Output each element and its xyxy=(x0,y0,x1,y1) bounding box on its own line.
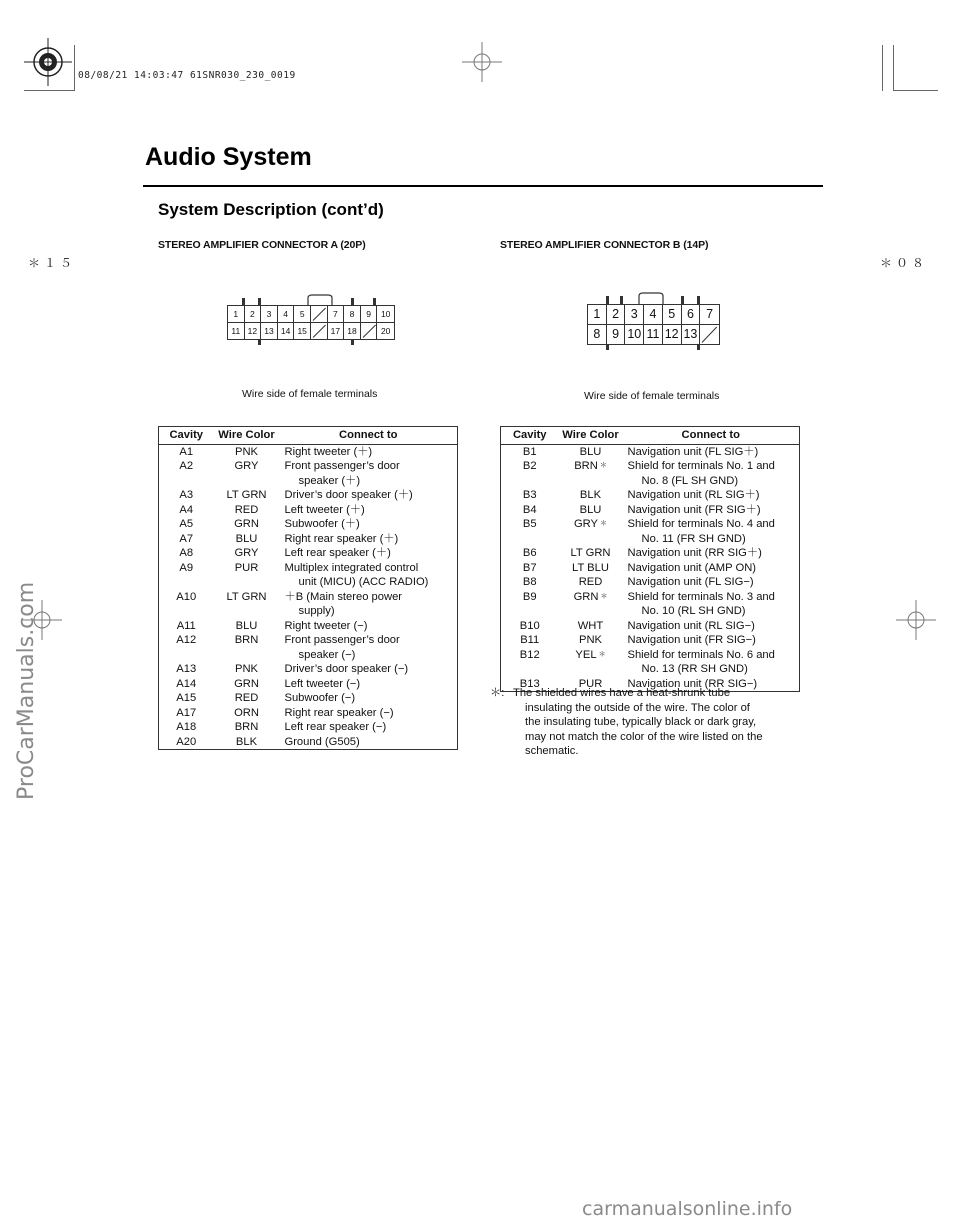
cavity-cell: B8 xyxy=(522,576,537,588)
connector-latch xyxy=(681,296,684,304)
table-row xyxy=(501,575,800,590)
connect-to-line: Left rear speaker (＋) xyxy=(284,547,391,559)
connector-b-terminal: 7 xyxy=(700,305,719,325)
connect-to-line: Navigation unit (AMP ON) xyxy=(627,561,756,574)
connect-to-cell xyxy=(623,546,800,561)
title-divider xyxy=(143,185,823,187)
wire-color-cell: BLU xyxy=(235,619,258,632)
cavity-cell: A17 xyxy=(176,706,197,719)
cavity-cell: A11 xyxy=(176,619,196,632)
wire-color-cell: BRN xyxy=(234,721,259,733)
connect-to-cell xyxy=(280,561,458,590)
table-row xyxy=(501,503,800,518)
connector-b-terminal: 13 xyxy=(682,325,701,345)
connector-a-terminal: 8 xyxy=(344,306,361,323)
connector-latch xyxy=(620,296,623,304)
watermark: ProCarManuals.com xyxy=(14,581,39,800)
footnote xyxy=(490,686,810,759)
cavity-cell: B6 xyxy=(522,547,537,559)
wire-color-cell: BLU xyxy=(579,503,602,516)
connector-b-terminal: 5 xyxy=(663,305,682,325)
cavity-cell: A18 xyxy=(176,721,197,733)
connect-to-line: Right tweeter (−) xyxy=(284,619,368,632)
wire-color-cell: PNK xyxy=(234,445,258,458)
table-row xyxy=(159,662,458,677)
connect-to-header: Connect to xyxy=(623,427,800,445)
connect-to-line: Navigation unit (FL SIG＋) xyxy=(627,445,759,458)
table-row xyxy=(159,706,458,721)
connector-a-terminal: 14 xyxy=(278,323,295,340)
connect-to-cell xyxy=(280,706,458,721)
connect-to-line: Multiplex integrated control xyxy=(284,561,419,574)
registration-crosshair-icon xyxy=(462,42,502,82)
wire-color-cell: BLK xyxy=(235,735,258,748)
wire-color-cell: GRY xyxy=(234,460,259,472)
connect-to-line: Right rear speaker (＋) xyxy=(284,532,399,545)
connect-to-cell xyxy=(280,735,458,750)
cavity-header: Cavity xyxy=(159,427,214,445)
wire-color-cell: GRY xyxy=(234,547,259,559)
cavity-cell: A12 xyxy=(176,634,197,646)
empty-cavity-icon xyxy=(700,325,719,345)
page-subtitle: System Description (cont’d) xyxy=(158,200,384,219)
connector-b-terminal: 2 xyxy=(607,305,626,325)
cavity-cell: A3 xyxy=(179,489,194,501)
table-row xyxy=(159,532,458,547)
connect-to-line: Navigation unit (FR SIG−) xyxy=(627,634,756,646)
table-row xyxy=(501,459,800,488)
table-row xyxy=(501,444,800,459)
connect-to-cell xyxy=(623,619,800,634)
wire-color-cell: PUR xyxy=(578,677,603,690)
cavity-cell: A20 xyxy=(176,735,197,748)
wire-color-cell: PNK xyxy=(234,663,258,675)
connect-to-line: No. 10 (RL SH GND) xyxy=(641,605,746,617)
connect-to-line: Ground (G505) xyxy=(284,735,360,748)
connect-to-cell xyxy=(280,633,458,662)
table-row xyxy=(159,720,458,735)
connector-a-terminal: 15 xyxy=(294,323,311,340)
cavity-cell: B4 xyxy=(522,503,537,516)
connect-to-cell xyxy=(623,503,800,518)
cavity-cell: A13 xyxy=(176,663,197,675)
table-row xyxy=(159,633,458,662)
connect-to-line: Right tweeter (＋) xyxy=(284,445,373,458)
connector-a-title: STEREO AMPLIFIER CONNECTOR A (20P) xyxy=(158,239,366,251)
footnote-line: schematic. xyxy=(525,745,579,757)
connect-to-line: No. 11 (FR SH GND) xyxy=(641,532,746,545)
connector-a-empty-cavity xyxy=(361,323,378,340)
connect-to-cell xyxy=(280,677,458,692)
wire-color-cell: GRY ＊ xyxy=(573,518,608,530)
cavity-cell: B1 xyxy=(522,445,537,458)
connect-to-cell xyxy=(623,459,800,488)
connector-b-title: STEREO AMPLIFIER CONNECTOR B (14P) xyxy=(500,239,709,251)
wire-color-cell: RED xyxy=(578,576,603,588)
table-row xyxy=(159,488,458,503)
connector-b-terminal: 4 xyxy=(644,305,663,325)
connect-to-cell xyxy=(623,590,800,619)
connector-latch xyxy=(606,296,609,304)
connector-a-wire-side-label: Wire side of female terminals xyxy=(242,388,378,400)
footnote-line: the insulating tube, typically black or dark gray, xyxy=(525,716,757,728)
connect-to-line: Navigation unit (RL SIG＋) xyxy=(627,489,760,501)
connect-to-line: Navigation unit (RR SIG−) xyxy=(627,677,758,690)
connect-to-cell xyxy=(623,575,800,590)
cavity-header: Cavity xyxy=(501,427,559,445)
connect-to-cell xyxy=(280,691,458,706)
connector-latch xyxy=(697,296,700,304)
cavity-cell: A15 xyxy=(176,692,197,704)
cavity-cell: B11 xyxy=(520,634,540,646)
wire-color-cell: BRN ＊ xyxy=(574,460,607,472)
wire-color-cell: RED xyxy=(234,692,259,704)
shield-marker: ＊ xyxy=(600,520,608,527)
connector-b-terminal: 6 xyxy=(682,305,701,325)
connector-a-terminal: 18 xyxy=(344,323,361,340)
print-stamp: 08/08/21 14:03:47 61SNR030_230_0019 xyxy=(78,70,296,81)
crop-mark xyxy=(882,45,883,91)
table-row xyxy=(501,488,800,503)
cavity-cell: B10 xyxy=(519,619,540,632)
connector-a-table xyxy=(158,426,458,750)
crop-mark xyxy=(24,90,74,91)
connect-to-cell xyxy=(280,619,458,634)
connect-to-cell xyxy=(623,444,800,459)
footer-url: carmanualsonline.info xyxy=(582,1198,793,1220)
table-row xyxy=(501,633,800,648)
connect-to-line: Shield for terminals No. 1 and xyxy=(627,460,775,472)
connector-a-empty-cavity xyxy=(311,306,328,323)
table-row xyxy=(501,619,800,634)
connector-a-terminal: 17 xyxy=(328,323,345,340)
wire-color-cell: LT GRN xyxy=(226,590,267,603)
connector-a-terminal: 3 xyxy=(261,306,278,323)
wire-color-cell: GRN xyxy=(234,677,259,690)
wire-color-cell: BLU xyxy=(579,445,602,458)
connector-a-terminal: 9 xyxy=(361,306,378,323)
cavity-cell: A7 xyxy=(179,532,194,545)
cavity-cell: B5 xyxy=(522,518,537,530)
cavity-cell: A1 xyxy=(179,445,194,458)
connect-to-line: supply) xyxy=(298,605,335,617)
connector-a-terminal: 4 xyxy=(278,306,295,323)
connect-to-cell xyxy=(623,648,800,677)
connect-to-cell xyxy=(623,633,800,648)
wire-color-cell: PNK xyxy=(578,634,602,646)
wire-color-cell: GRN xyxy=(234,518,259,530)
table-row xyxy=(501,648,800,677)
crop-mark xyxy=(893,45,894,91)
cavity-cell: B12 xyxy=(519,648,540,661)
connect-to-cell xyxy=(280,503,458,518)
connector-b-empty-cavity xyxy=(700,325,719,345)
wire-color-cell: YEL ＊ xyxy=(575,648,606,661)
connector-a-terminal: 12 xyxy=(245,323,262,340)
connector-b-terminal: 3 xyxy=(625,305,644,325)
connector-b-terminal: 8 xyxy=(588,325,607,345)
table-row xyxy=(159,459,458,488)
connect-to-line: unit (MICU) (ACC RADIO) xyxy=(298,576,429,588)
connect-to-cell xyxy=(623,488,800,503)
wire-color-cell: LT GRN xyxy=(226,489,267,501)
cavity-cell: A4 xyxy=(179,503,194,516)
connect-to-line: No. 8 (FL SH GND) xyxy=(641,474,739,487)
connect-to-line: Shield for terminals No. 4 and xyxy=(627,518,775,530)
footnote-marker: ＊: xyxy=(490,687,505,699)
wire-color-cell: RED xyxy=(234,503,259,516)
registration-crosshair-icon xyxy=(896,600,936,640)
table-row xyxy=(159,735,458,750)
wire-color-cell: BLK xyxy=(579,489,602,501)
connect-to-line: No. 13 (RR SH GND) xyxy=(641,663,748,675)
connect-to-line: Right rear speaker (−) xyxy=(284,706,394,719)
cavity-cell: A2 xyxy=(179,460,194,472)
wire-color-cell: BLU xyxy=(235,532,258,545)
connect-to-cell xyxy=(623,561,800,576)
connect-to-line: ＋B (Main stereo power xyxy=(284,590,403,603)
connector-a-terminal: 13 xyxy=(261,323,278,340)
connector-b-terminal: 9 xyxy=(607,325,626,345)
table-header-row xyxy=(501,427,800,445)
cavity-cell: A8 xyxy=(179,547,194,559)
connect-to-cell xyxy=(280,459,458,488)
connect-to-line: Left rear speaker (−) xyxy=(284,721,387,733)
connect-to-cell xyxy=(280,517,458,532)
connect-to-line: speaker (＋) xyxy=(298,474,361,487)
empty-cavity-icon xyxy=(311,323,328,340)
footnote-line: insulating the outside of the wire. The color of xyxy=(525,701,750,714)
wire-color-cell: LT BLU xyxy=(572,561,609,574)
table-row xyxy=(159,619,458,634)
table-row xyxy=(159,561,458,590)
cavity-cell: A14 xyxy=(176,677,197,690)
wire-color-cell: GRN ＊ xyxy=(573,590,608,603)
connect-to-cell xyxy=(280,590,458,619)
side-mark-right: ＊０８ xyxy=(880,256,929,270)
cavity-cell: B7 xyxy=(522,561,537,574)
connect-to-cell xyxy=(280,546,458,561)
wire-color-cell: LT GRN xyxy=(570,547,611,559)
connector-b-table xyxy=(500,426,800,692)
connector-a-empty-cavity xyxy=(311,323,328,340)
registration-target-icon xyxy=(24,38,84,98)
cavity-cell: A9 xyxy=(179,561,194,574)
cavity-cell: A10 xyxy=(176,590,197,603)
connect-to-cell xyxy=(280,488,458,503)
table-row xyxy=(501,590,800,619)
connector-b-terminal: 12 xyxy=(663,325,682,345)
connect-to-line: Navigation unit (RL SIG−) xyxy=(627,619,755,632)
table-row xyxy=(159,444,458,459)
side-mark-left: ＊１５ xyxy=(28,256,77,270)
connect-to-line: Navigation unit (FL SIG−) xyxy=(627,576,754,588)
crop-mark xyxy=(893,90,938,91)
connector-a-terminal: 1 xyxy=(228,306,245,323)
table-row xyxy=(159,517,458,532)
connector-a-terminal: 7 xyxy=(328,306,345,323)
wire-color-cell: BRN xyxy=(234,634,259,646)
connect-to-line: Driver’s door speaker (＋) xyxy=(284,489,413,501)
cavity-cell: B9 xyxy=(522,590,537,603)
cavity-cell: B13 xyxy=(519,677,540,690)
connect-to-cell xyxy=(280,720,458,735)
connect-to-line: Subwoofer (＋) xyxy=(284,518,360,530)
wire-color-cell: ORN xyxy=(234,706,259,719)
connector-a-terminal: 20 xyxy=(380,325,391,336)
cavity-cell: B3 xyxy=(522,489,537,501)
connect-to-line: Navigation unit (FR SIG＋) xyxy=(627,503,761,516)
connect-to-line: Subwoofer (−) xyxy=(284,692,356,704)
connect-to-cell xyxy=(280,444,458,459)
table-row xyxy=(501,517,800,546)
connector-b-terminal: 11 xyxy=(644,325,663,345)
connect-to-cell xyxy=(280,662,458,677)
crop-mark xyxy=(74,45,75,91)
connect-to-line: speaker (−) xyxy=(298,648,356,661)
connector-b-terminal: 1 xyxy=(588,305,607,325)
connect-to-line: Left tweeter (−) xyxy=(284,677,361,690)
footnote-line: may not match the color of the wire listed on the xyxy=(525,730,763,743)
connect-to-cell xyxy=(623,517,800,546)
table-row xyxy=(501,561,800,576)
connect-to-line: Shield for terminals No. 6 and xyxy=(627,648,775,661)
connector-a-terminal: 5 xyxy=(294,306,311,323)
connect-to-line: Shield for terminals No. 3 and xyxy=(627,590,775,603)
connector-b-wire-side-label: Wire side of female terminals xyxy=(584,390,720,402)
cavity-cell: B2 xyxy=(522,460,537,472)
wire-color-cell: WHT xyxy=(577,619,604,632)
table-row xyxy=(159,677,458,692)
shield-marker: ＊ xyxy=(600,592,608,600)
connect-to-header: Connect to xyxy=(280,427,458,445)
shield-marker: ＊ xyxy=(599,462,607,469)
table-header-row xyxy=(159,427,458,445)
table-row xyxy=(159,546,458,561)
connect-to-line: Front passenger’s door xyxy=(284,460,400,472)
connector-a-terminal: 10 xyxy=(377,306,394,323)
connector-b-terminal: 10 xyxy=(625,325,644,345)
shield-marker: ＊ xyxy=(598,650,606,658)
footnote-line: The shielded wires have a heat-shrunk tube xyxy=(513,687,731,699)
connect-to-line: Front passenger’s door xyxy=(284,634,400,646)
connect-to-line: Navigation unit (RR SIG＋) xyxy=(627,547,762,559)
table-row xyxy=(159,590,458,619)
table-row xyxy=(501,546,800,561)
connect-to-line: Driver’s door speaker (−) xyxy=(284,663,409,675)
connect-to-cell xyxy=(280,532,458,547)
connector-a-terminal: 2 xyxy=(245,306,262,323)
empty-cavity-icon xyxy=(311,306,328,323)
wire-color-header: Wire Color xyxy=(214,427,280,445)
empty-cavity-icon xyxy=(361,323,378,340)
connect-to-line: Left tweeter (＋) xyxy=(284,503,365,516)
wire-color-header: Wire Color xyxy=(559,427,623,445)
wire-color-cell: PUR xyxy=(234,561,259,574)
table-row xyxy=(159,691,458,706)
table-row xyxy=(159,503,458,518)
connector-a-terminal: 11 xyxy=(228,323,245,340)
page-title: Audio System xyxy=(145,143,312,171)
cavity-cell: A5 xyxy=(179,518,194,530)
